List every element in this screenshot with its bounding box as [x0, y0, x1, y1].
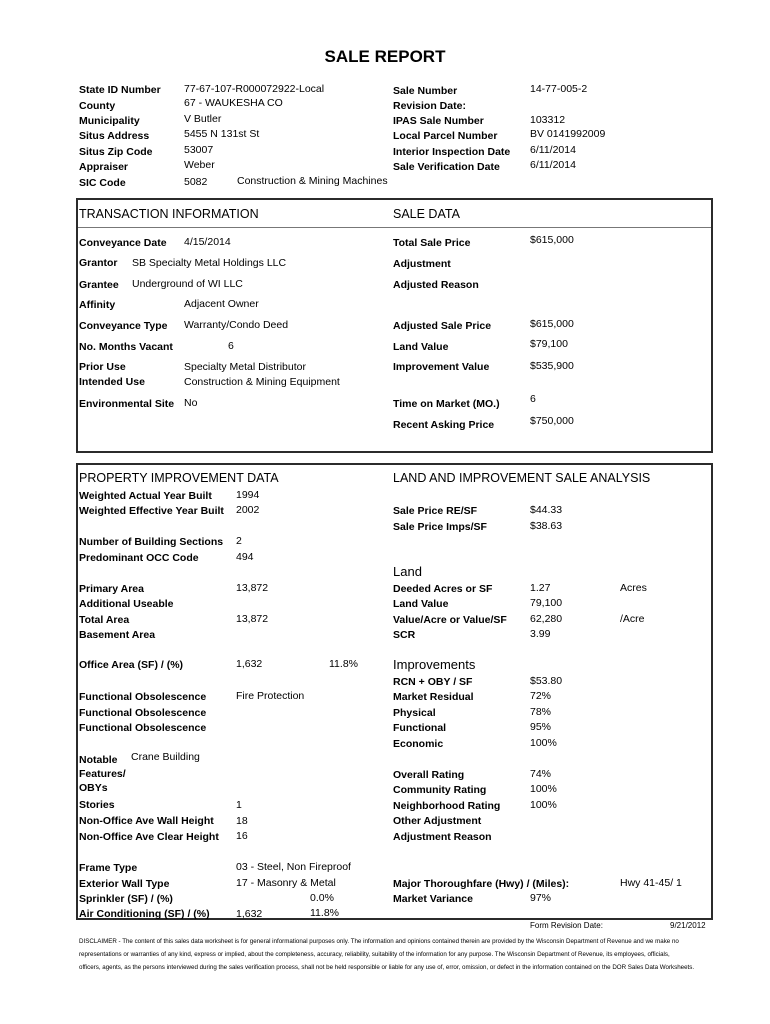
- situs-address-value: 5455 N 131st St: [184, 128, 260, 140]
- form-revision-label: Form Revision Date:: [530, 921, 603, 930]
- months-vacant-label: No. Months Vacant: [79, 341, 173, 353]
- situs-zip-value: 53007: [184, 144, 214, 156]
- market-variance-value: 97%: [530, 892, 552, 904]
- sic-code-value: 5082: [184, 176, 208, 188]
- adjusted-sale-price-label: Adjusted Sale Price: [393, 320, 492, 332]
- functional-obsolescence-label-3: Functional Obsolescence: [79, 722, 207, 734]
- stories-label: Stories: [79, 799, 115, 811]
- economic-value: 100%: [530, 737, 557, 749]
- intended-use-label: Intended Use: [79, 376, 145, 388]
- sic-description: Construction & Mining Machines: [237, 175, 388, 187]
- price-re-sf-value: $44.33: [530, 504, 563, 516]
- weighted-actual-label: Weighted Actual Year Built: [79, 490, 212, 502]
- recent-asking-price-value: $750,000: [530, 415, 574, 427]
- recent-asking-price-label: Recent Asking Price: [393, 419, 495, 431]
- grantee-value: Underground of WI LLC: [132, 278, 243, 290]
- sale-number-label: Sale Number: [393, 85, 458, 97]
- market-variance-label: Market Variance: [393, 893, 473, 905]
- analysis-heading: LAND AND IMPROVEMENT SALE ANALYSIS: [393, 471, 651, 485]
- scr-value: 3.99: [530, 628, 551, 640]
- functional-label: Functional: [393, 722, 447, 734]
- conveyance-type-value: Warranty/Condo Deed: [184, 319, 289, 331]
- clear-height-label: Non-Office Ave Clear Height: [79, 831, 219, 843]
- adjusted-reason-label: Adjusted Reason: [393, 279, 479, 291]
- appraiser-label: Appraiser: [79, 161, 129, 173]
- stories-value: 1: [236, 799, 242, 811]
- state-id-label: State ID Number: [79, 84, 161, 96]
- market-residual-value: 72%: [530, 690, 552, 702]
- air-conditioning-percent: 11.8%: [310, 907, 339, 919]
- sale-number-value: 14-77-005-2: [530, 83, 588, 95]
- frame-type-value: 03 - Steel, Non Fireproof: [236, 861, 351, 873]
- other-adjustment-label: Other Adjustment: [393, 815, 482, 827]
- property-heading: PROPERTY IMPROVEMENT DATA: [79, 471, 279, 485]
- improvements-heading: Improvements: [393, 657, 476, 672]
- total-area-label: Total Area: [79, 614, 130, 626]
- notable-label-2: Features/: [79, 768, 126, 780]
- environmental-site-label: Environmental Site: [79, 398, 175, 410]
- conveyance-type-label: Conveyance Type: [79, 320, 168, 332]
- adjusted-sale-price-value: $615,000: [530, 318, 574, 330]
- sic-code-label: SIC Code: [79, 177, 126, 189]
- overall-rating-value: 74%: [530, 768, 552, 780]
- county-value: 67 - WAUKESHA CO: [184, 97, 283, 109]
- conveyance-date-label: Conveyance Date: [79, 237, 167, 249]
- neighborhood-rating-value: 100%: [530, 799, 557, 811]
- market-residual-label: Market Residual: [393, 691, 474, 703]
- functional-obsolescence-label-1: Functional Obsolescence: [79, 691, 207, 703]
- occ-code-label: Predominant OCC Code: [79, 552, 199, 564]
- price-imps-sf-label: Sale Price Imps/SF: [393, 521, 487, 533]
- office-area-value: 1,632: [236, 658, 263, 670]
- thoroughfare-value: Hwy 41-45/ 1: [620, 877, 682, 889]
- basement-area-label: Basement Area: [79, 629, 156, 641]
- value-per-acre-value: 62,280: [530, 613, 563, 625]
- improvement-value-value: $535,900: [530, 360, 574, 372]
- occ-code-value: 494: [236, 551, 254, 563]
- prior-use-label: Prior Use: [79, 361, 126, 373]
- local-parcel-label: Local Parcel Number: [393, 130, 498, 142]
- analysis-land-value-value: 79,100: [530, 597, 563, 609]
- transaction-heading: TRANSACTION INFORMATION: [79, 207, 259, 221]
- disclaimer-line-1: DISCLAIMER - The content of this sales data worksheet is for general informational purposes only. The information and opinions contained therein are provided by the Wisconsin Department of Revenue and we make no: [79, 938, 679, 945]
- building-sections-value: 2: [236, 535, 242, 547]
- functional-obsolescence-label-2: Functional Obsolescence: [79, 707, 207, 719]
- primary-area-value: 13,872: [236, 582, 269, 594]
- land-value-value: $79,100: [530, 338, 568, 350]
- time-on-market-value: 6: [530, 393, 536, 405]
- notable-label-3: OBYs: [79, 782, 108, 794]
- physical-label: Physical: [393, 707, 436, 719]
- wall-height-label: Non-Office Ave Wall Height: [79, 815, 214, 827]
- weighted-actual-value: 1994: [236, 489, 260, 501]
- functional-obsolescence-value-1: Fire Protection: [236, 690, 305, 702]
- state-id-value: 77-67-107-R000072922-Local: [184, 83, 325, 95]
- adjustment-reason-label: Adjustment Reason: [393, 831, 492, 843]
- affinity-label: Affinity: [79, 299, 116, 311]
- community-rating-label: Community Rating: [393, 784, 487, 796]
- office-area-percent: 11.8%: [329, 658, 358, 670]
- grantor-label: Grantor: [79, 257, 118, 269]
- sprinkler-label: Sprinkler (SF) / (%): [79, 893, 173, 905]
- affinity-value: Adjacent Owner: [184, 298, 259, 310]
- land-value-label: Land Value: [393, 341, 449, 353]
- exterior-wall-label: Exterior Wall Type: [79, 878, 170, 890]
- air-conditioning-sf: 1,632: [236, 908, 263, 920]
- page-title: SALE REPORT: [324, 47, 446, 66]
- value-per-acre-label: Value/Acre or Value/SF: [393, 614, 507, 626]
- deeded-acres-label: Deeded Acres or SF: [393, 583, 493, 595]
- scr-label: SCR: [393, 629, 416, 641]
- economic-label: Economic: [393, 738, 444, 750]
- sprinkler-percent: 0.0%: [310, 892, 334, 904]
- weighted-effective-label: Weighted Effective Year Built: [79, 505, 224, 517]
- prior-use-value: Specialty Metal Distributor: [184, 361, 306, 373]
- appraiser-value: Weber: [184, 159, 215, 171]
- environmental-site-value: No: [184, 397, 198, 409]
- municipality-label: Municipality: [79, 115, 140, 127]
- disclaimer-line-2: representations or warranties of any kind, express or implied, about the completeness, accuracy, reliability, suitability of the information for any purpose. The Wisconsin Department of Revenue, its employees, officials,: [79, 951, 670, 958]
- section-divider: [78, 227, 711, 228]
- thoroughfare-label: Major Thoroughfare (Hwy) / (Miles):: [393, 878, 570, 890]
- grantor-value: SB Specialty Metal Holdings LLC: [132, 257, 287, 269]
- analysis-land-value-label: Land Value: [393, 598, 449, 610]
- total-area-value: 13,872: [236, 613, 269, 625]
- ipas-value: 103312: [530, 114, 566, 126]
- physical-value: 78%: [530, 706, 552, 718]
- office-area-label: Office Area (SF) / (%): [79, 659, 184, 671]
- value-per-acre-unit: /Acre: [620, 613, 645, 625]
- sale-verification-value: 6/11/2014: [530, 159, 576, 171]
- time-on-market-label: Time on Market (MO.): [393, 398, 500, 410]
- primary-area-label: Primary Area: [79, 583, 144, 595]
- sale-data-heading: SALE DATA: [393, 207, 460, 221]
- rcn-label: RCN + OBY / SF: [393, 676, 473, 688]
- price-re-sf-label: Sale Price RE/SF: [393, 505, 478, 517]
- overall-rating-label: Overall Rating: [393, 769, 465, 781]
- total-sale-price-value: $615,000: [530, 234, 574, 246]
- exterior-wall-value: 17 - Masonry & Metal: [236, 877, 336, 889]
- improvement-value-label: Improvement Value: [393, 361, 490, 373]
- price-imps-sf-value: $38.63: [530, 520, 563, 532]
- adjustment-label: Adjustment: [393, 258, 451, 270]
- local-parcel-value: BV 0141992009: [530, 128, 606, 140]
- neighborhood-rating-label: Neighborhood Rating: [393, 800, 501, 812]
- air-conditioning-label: Air Conditioning (SF) / (%): [79, 908, 210, 920]
- grantee-label: Grantee: [79, 279, 119, 291]
- rcn-value: $53.80: [530, 675, 563, 687]
- conveyance-date-value: 4/15/2014: [184, 236, 231, 248]
- intended-use-value: Construction & Mining Equipment: [184, 376, 340, 388]
- situs-address-label: Situs Address: [79, 130, 150, 142]
- municipality-value: V Butler: [184, 113, 222, 125]
- months-vacant-value: 6: [228, 340, 234, 352]
- additional-useable-label: Additional Useable: [79, 598, 174, 610]
- community-rating-value: 100%: [530, 783, 557, 795]
- deeded-acres-unit: Acres: [620, 582, 647, 594]
- situs-zip-label: Situs Zip Code: [79, 146, 153, 158]
- form-revision-date: 9/21/2012: [670, 921, 706, 930]
- deeded-acres-value: 1.27: [530, 582, 551, 594]
- land-heading: Land: [393, 564, 422, 579]
- disclaimer-line-3: officers, agents, as the persons interviewed during the sales verification process, shall not be held responsible or liable for any use of, error, omission, or defect in the information contained on the DOR Sales Data Worksheets.: [79, 964, 695, 971]
- revision-date-label: Revision Date:: [393, 100, 466, 112]
- sale-verification-label: Sale Verification Date: [393, 161, 500, 173]
- notable-label-1: Notable: [79, 754, 118, 766]
- interior-inspection-label: Interior Inspection Date: [393, 146, 511, 158]
- county-label: County: [79, 100, 116, 112]
- building-sections-label: Number of Building Sections: [79, 536, 224, 548]
- total-sale-price-label: Total Sale Price: [393, 237, 471, 249]
- functional-value: 95%: [530, 721, 552, 733]
- ipas-label: IPAS Sale Number: [393, 115, 484, 127]
- notable-value: Crane Building: [131, 751, 200, 763]
- wall-height-value: 18: [236, 815, 248, 827]
- interior-inspection-value: 6/11/2014: [530, 144, 576, 156]
- weighted-effective-value: 2002: [236, 504, 260, 516]
- frame-type-label: Frame Type: [79, 862, 138, 874]
- clear-height-value: 16: [236, 830, 248, 842]
